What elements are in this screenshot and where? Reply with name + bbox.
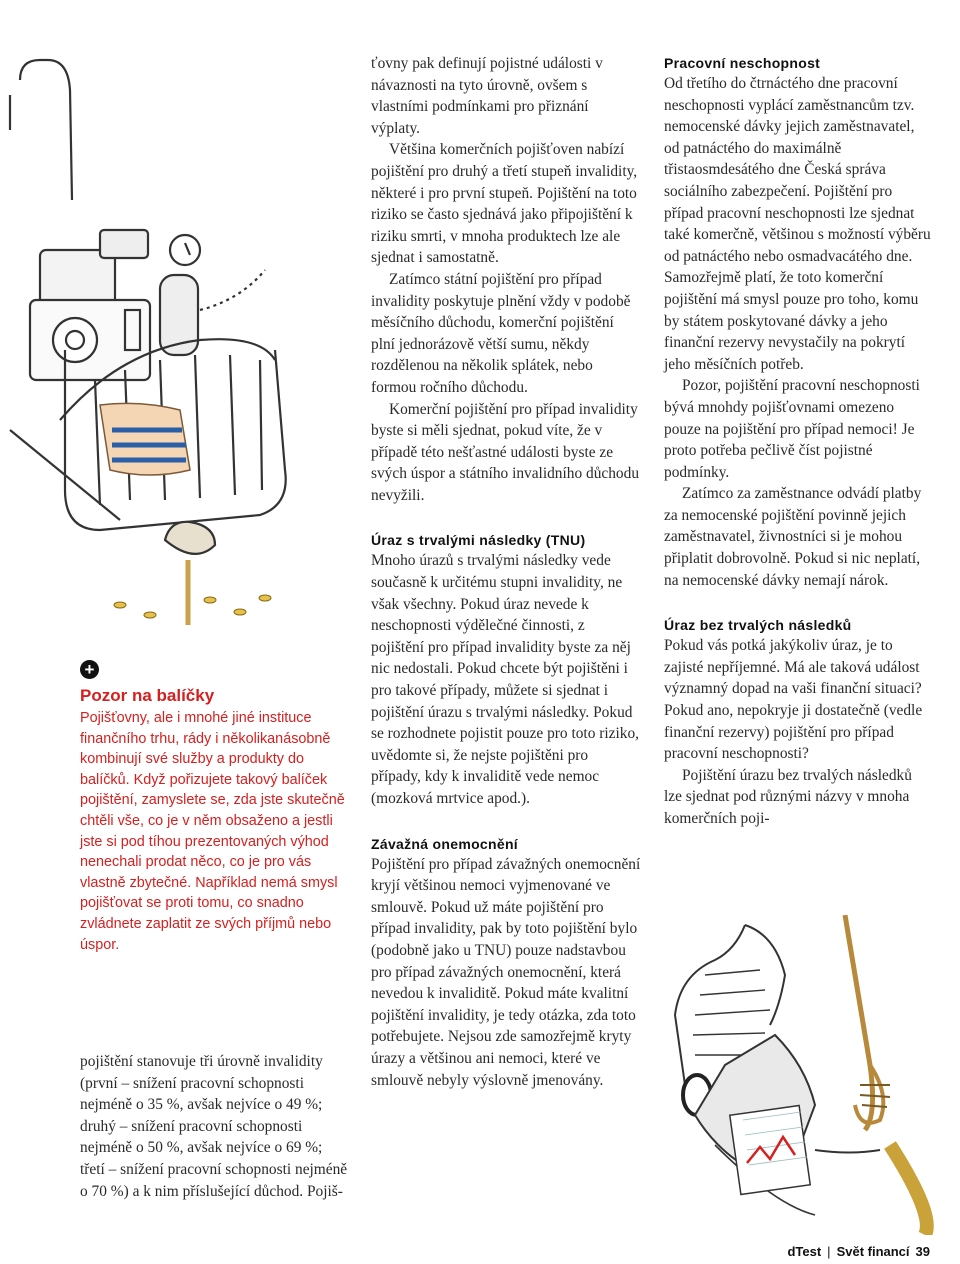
paragraph: Zatímco za zaměstnance odvádí platby za nemocenské pojištění povinně jejich zaměstnavatel, živnostníci si je mohou připlatit dobrovolně. Pokud si nic neplatí, na nemocenské dávky nemají nárok. bbox=[664, 485, 922, 589]
article-column-2 bbox=[371, 53, 641, 1091]
brand-logo: dTest bbox=[787, 1244, 822, 1259]
article-column-3 bbox=[664, 53, 932, 830]
section-heading-pracovni-neschopnost: Pracovní neschopnost bbox=[664, 55, 821, 71]
sidebar-title: Pozor na balíčky bbox=[80, 686, 215, 705]
article-column-1 bbox=[80, 1051, 350, 1202]
paragraph: Mnoho úrazů s trvalými následky vede současně k určitému stupni invalidity, ne však všechny. Pokud úraz nevede k neschopnosti výdělečné činnosti, z pojištění pro případ invalidity byste za něj nic nedostali. Pokud chcete být pojištěni i pro takové případy, můžete si sjednat i pojištění úrazu s trvalými následky. Pokud se rozhodnete pojistit pouze pro toto riziko, uvědomte si, že nejste pojištěni pro případy, kdy k invaliditě vede nemoc (mozková mrtvice apod.). bbox=[371, 552, 639, 807]
paragraph: Komerční pojištění pro případ invalidity byste si měli sjednat, pokud víte, že v případě této nešťastné události byste ze svých úspor a státního invalidního důchodu nevyžili. bbox=[371, 400, 640, 504]
section-name: Svět financí bbox=[836, 1244, 910, 1259]
paragraph: Pojištění úrazu bez trvalých následků lze sjednat pod různými názvy v mnoha komerčních poji- bbox=[664, 766, 912, 827]
section-heading-zavazna-onemocneni: Závažná onemocnění bbox=[371, 835, 518, 852]
page-footer bbox=[787, 1244, 930, 1259]
paragraph: Pokud vás potká jakýkoliv úraz, je to zajisté nepříjemné. Má ale taková událost významný dopad na vaši finanční situaci? Pokud ano, nepokryje ji dostatečně (vedle finanční rezervy) pojištění pro případ pracovní neschopnosti? bbox=[664, 637, 923, 763]
paragraph: ťovny pak definují pojistné události v návaznosti na tyto úrovně, ovšem s vlastními podmínkami pro přiznání výplaty. bbox=[371, 55, 603, 137]
section-heading-uraz-bez-nasledku: Úraz bez trvalých následků bbox=[664, 617, 852, 634]
hospital-bed-illustration bbox=[0, 0, 330, 640]
paragraph: Od třetího do čtrnáctého dne pracovní neschopnosti vyplácí zaměstnancům tzv. nemocenské dávky jejich zaměstnavatel, od patnáctého do maximálně třistaosmdesátého dne Česká správa sociálního zabezpečení. Pojištění pro případ pracovní neschopnosti lze sjednat také komerčně, většinou s možností výběru od patnáctého nebo osmadvacátého dne. Samozřejmě platí, že toto komerční pojištění má smysl pouze pro toho, komu by státem poskytované dávky a jeho finanční rezervy nevystačily na pokrytí jeho měsíčních potřeb. bbox=[664, 75, 931, 373]
footer-separator: | bbox=[827, 1244, 831, 1259]
paragraph: pojištění stanovuje tři úrovně invalidity (první – snížení pracovní schopnosti nejméně o 35 %, avšak nejvíce o 49 %; druhý – snížení pracovní schopnosti nejméně o 50 %, avšak nejvíce o 69 %; třetí – snížení pracovní schopnosti nejméně o 70 %) a k nim příslušející důchod. Pojiš- bbox=[80, 1053, 348, 1200]
sidebar-body: Pojišťovny, ale i mnohé jiné instituce finančního trhu, rády i několikanásobně kombinují své služby a produkty do balíčků. Když pořizujete takový balíček pojištění, zamyslete se, zda jste skutečně chtěli vše, co je v něm obsaženo a jestli jste si pod tíhou prezentovaných výhod nenechali prodat něco, co je pro vás vlastně zbytečné. Například nemá smysl pojišťovat se proti tomu, co snadno zvládnete zaplatit ze svých příjmů nebo úspor. bbox=[80, 710, 345, 953]
section-heading-tnu: Úraz s trvalými následky (TNU) bbox=[371, 532, 586, 549]
plus-circle-icon: + bbox=[80, 660, 99, 679]
paragraph: Pozor, pojištění pracovní neschopnosti bývá mnohdy pojišťovnami omezeno pouze na pojištění pro případ nemoci! Je proto potřeba pečlivě číst pojistné podmínky. bbox=[664, 377, 920, 481]
sidebar-note bbox=[80, 660, 352, 955]
page-number: 39 bbox=[915, 1244, 930, 1259]
bandaged-figure-illustration bbox=[665, 915, 955, 1235]
paragraph: Většina komerčních pojišťoven nabízí pojištění pro druhý a třetí stupeň invalidity, některé i pro první stupeň. Pojištění na toto riziko se často sjednává jako připojištění k riziku smrti, v mnoha produktech lze ale sjednat i samostatně. bbox=[371, 141, 638, 267]
paragraph: Pojištění pro případ závažných onemocnění kryjí většinou nemoci vyjmenované ve smlouvě. Pokud už máte pojištění pro případ invalidity, pak by toto pojištění bylo (podobně jako u TNU) pouze nadstavbou pro případ závažných onemocnění, která nevedou k invaliditě. Pokud máte kvalitní pojištění invalidity, je tedy otázka, zda toto potřebujete. Nejsou zde samozřejmě kryty úrazy a většinou ani nemoci, které ve smlouvě nebyly výslovně jmenovány. bbox=[371, 855, 641, 1089]
paragraph: Zatímco státní pojištění pro případ invalidity poskytuje plnění vždy v podobě měsíčního důchodu, komerční pojištění plní jednorázově větší sumu, někdy rozdělenou na několik splátek, nebo formou ročního důchodu. bbox=[371, 270, 631, 396]
